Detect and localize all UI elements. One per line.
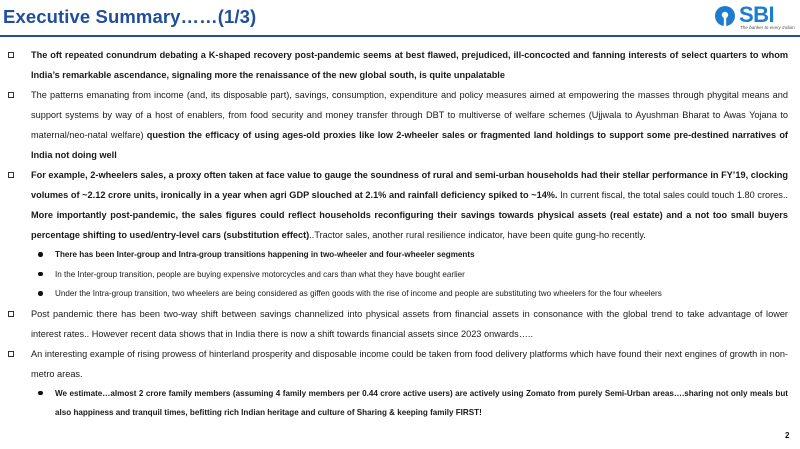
bullet-text: The oft repeated conundrum debating a K-shaped recovery post-pandemic seems at best flawed, prejudiced, ill-concocted and fanning interests of select quarters to whom India’s remarkable ascendance, signaling more the renaissance of the new global south, is quite unpalatable [31, 50, 788, 80]
bullet-paragraph [8, 85, 788, 165]
round-bullet-icon [38, 291, 43, 296]
bullet-text: An interesting example of rising prowess of hinterland prosperity and disposable income could be taken from food delivery platforms which have found their next engines of growth in non-metro areas. [31, 348, 788, 379]
bullet-paragraph [8, 344, 788, 384]
bullet-text: More importantly post-pandemic, the sales figures could reflect households reconfiguring their savings towards physical assets (real estate) and a not too small buyers percentage shifting to used/entry-level cars (substitution effect) [31, 210, 788, 240]
bullet-paragraph [8, 45, 788, 85]
square-bullet-icon [8, 172, 14, 178]
round-bullet-icon [38, 252, 43, 257]
bullet-paragraph [8, 165, 788, 245]
sub-bullet [8, 265, 788, 285]
square-bullet-icon [8, 351, 14, 357]
sub-bullet [8, 284, 788, 304]
sbi-logo [712, 2, 798, 34]
header [0, 0, 264, 40]
bullet-text: The patterns emanating from income (and, its disposable part), savings, consumption, expenditure and policy measures aimed at empowering the masses through phygital means and support systems by way of a host of enablers, from food security and money transfer through DBT to multiverse of welfare schemes (Ujjwala to Ayushman Bharat to Awas Yojana to maternal/neo-natal welfare) [31, 90, 788, 140]
page-number: 2 [785, 431, 790, 440]
bullet-paragraph [8, 304, 788, 344]
sbi-keyhole-logo-icon [714, 5, 736, 27]
header-divider [0, 35, 800, 37]
page-title: Executive Summary……(1/3) [3, 6, 257, 27]
bullet-text: In current fiscal, the total sales could touch 1.80 crores.. [557, 190, 788, 200]
sub-bullet-text: There has been Inter-group and Intra-group transitions happening in two-wheeler and four-wheeler segments [55, 250, 475, 259]
square-bullet-icon [8, 52, 14, 58]
sub-bullet-text: Under the Intra-group transition, two wheelers are being considered as giffen goods with the rise of income and people are substituting two wheelers for the four wheelers [55, 289, 662, 298]
summary-body [8, 45, 788, 423]
logo-wordmark: SBI [739, 2, 775, 27]
bullet-text: question the efficacy of using ages-old proxies like low 2-wheeler sales or fragmented land holdings to support some pre-destined narratives of India not doing well [31, 130, 788, 160]
sub-bullet-text: In the Inter-group transition, people are buying expensive motorcycles and cars than what they have bought earlier [55, 269, 465, 279]
bullet-text: Post pandemic there has been two-way shift between savings channelized into physical assets from financial assets in consonance with the global trend to take advantage of lower interest rates.. However recent data shows that in India there is now a shift towards financial assets since 2023 onwards….. [31, 308, 788, 339]
square-bullet-icon [8, 311, 14, 317]
square-bullet-icon [8, 92, 14, 98]
round-bullet-icon [38, 391, 43, 396]
logo-tagline: The banker to every Indian [740, 25, 795, 30]
round-bullet-icon [38, 272, 43, 277]
sub-bullet [8, 245, 788, 265]
bullet-text: For example, 2-wheelers sales, a proxy often taken at face value to gauge the soundness of rural and semi-urban households had their stellar performance in FY’19, clocking volumes of ~2.12 crore units, ironically in a year when agri GDP slouched at 2.1% and rainfall deficiency spiked to ~14%. [31, 170, 788, 200]
bullet-text: ..Tractor sales, another rural resilience indicator, have been quite gung-ho recently. [309, 230, 646, 240]
sub-bullet [8, 384, 788, 423]
sub-bullet-text: We estimate…almost 2 crore family members (assuming 4 family members per 0.44 crore active users) are actively using Zomato from purely Semi-Urban areas….sharing not only meals but also happiness and tranquil times, befitting rich Indian heritage and culture of Sharing & keeping family FIRST! [55, 388, 788, 417]
